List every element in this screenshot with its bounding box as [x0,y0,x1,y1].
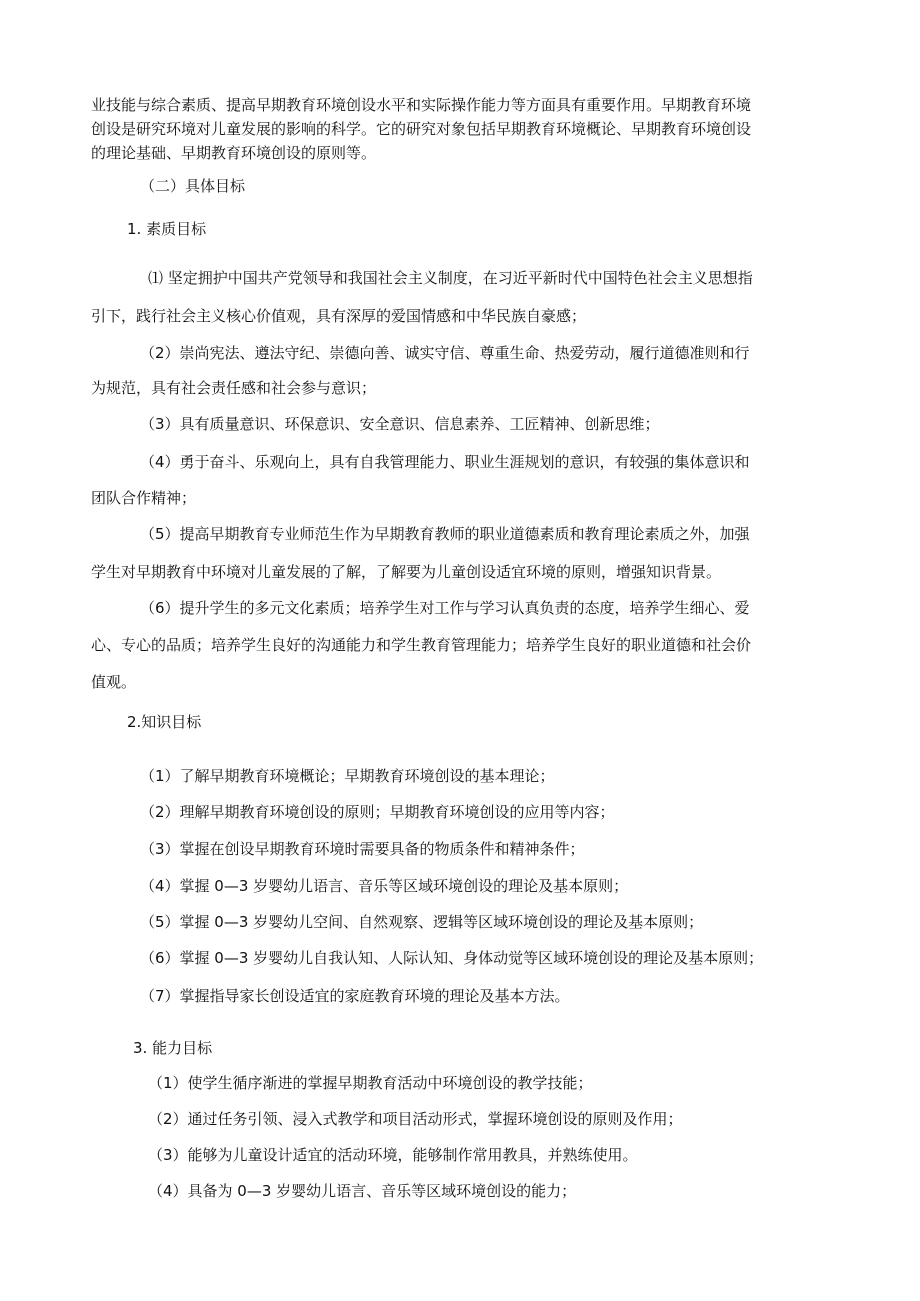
quality-item-6-line-2: 心、专心的品质；培养学生良好的沟通能力和学生教育管理能力；培养学生良好的职业道德和社会价 [91,636,752,654]
heading-specific-goals: （二）具体目标 [140,177,246,195]
knowledge-item-6: （6）掌握 0—3 岁婴幼儿自我认知、人际认知、身体动觉等区域环境创设的理论及基本原则； [140,949,764,967]
heading-quality-goals: 1. 素质目标 [127,220,207,238]
ability-item-3: （3）能够为儿童设计适宜的活动环境，能够制作常用教具，并熟练使用。 [148,1146,638,1164]
intro-line-2: 创设是研究环境对儿童发展的影响的科学。它的研究对象包括早期教育环境概论、早期教育环境创设 [91,120,752,138]
knowledge-item-3: （3）掌握在创设早期教育环境时需要具备的物质条件和精神条件； [140,840,585,858]
quality-item-4-line-2: 团队合作精神； [91,489,197,507]
quality-item-2-line-2: 为规范，具有社会责任感和社会参与意识； [91,379,377,397]
intro-line-1: 业技能与综合素质、提高早期教育环境创设水平和实际操作能力等方面具有重要作用。早期教育环境 [91,96,752,114]
knowledge-item-4: （4）掌握 0—3 岁婴幼儿语言、音乐等区域环境创设的理论及基本原则； [140,877,629,895]
quality-item-5-line-2: 学生对早期教育中环境对儿童发展的了解，了解要为儿童创设适宜环境的原则，增强知识背景。 [91,563,722,581]
heading-knowledge-goals: 2.知识目标 [127,713,202,731]
ability-item-2: （2）通过任务引领、浸入式教学和项目活动形式，掌握环境创设的原则及作用； [148,1110,683,1128]
quality-item-4-line-1: （4）勇于奋斗、乐观向上，具有自我管理能力、职业生涯规划的意识，有较强的集体意识和 [140,453,750,471]
quality-item-3: （3）具有质量意识、环保意识、安全意识、信息素养、工匠精神、创新思维； [140,415,660,433]
knowledge-item-5: （5）掌握 0—3 岁婴幼儿空间、自然观察、逻辑等区域环境创设的理论及基本原则； [140,913,704,931]
knowledge-item-1: （1）了解早期教育环境概论；早期教育环境创设的基本理论； [140,767,555,785]
quality-item-2-line-1: （2）崇尚宪法、遵法守纪、崇德向善、诚实守信、尊重生命、热爱劳动，履行道德准则和行 [140,344,750,362]
quality-item-1-line-2: 引下，践行社会主义核心价值观，具有深厚的爱国情感和中华民族自豪感； [91,307,587,325]
intro-line-3: 的理论基础、早期教育环境创设的原则等。 [91,144,377,162]
quality-item-6-line-1: （6）提升学生的多元文化素质；培养学生对工作与学习认真负责的态度，培养学生细心、爱 [140,599,750,617]
heading-ability-goals: 3. 能力目标 [133,1039,213,1057]
quality-item-1-line-1: ⑴ 坚定拥护中国共产党领导和我国社会主义制度，在习近平新时代中国特色社会主义思想指 [148,269,753,287]
quality-item-6-line-3: 值观。 [91,673,137,691]
ability-item-1: （1）使学生循序渐进的掌握早期教育活动中环境创设的教学技能； [148,1074,593,1092]
knowledge-item-2: （2）理解早期教育环境创设的原则；早期教育环境创设的应用等内容； [140,803,615,821]
ability-item-4: （4）具备为 0—3 岁婴幼儿语言、音乐等区域环境创设的能力； [148,1182,577,1200]
quality-item-5-line-1: （5）提高早期教育专业师范生作为早期教育教师的职业道德素质和教育理论素质之外，加强 [140,525,750,543]
knowledge-item-7: （7）掌握指导家长创设适宜的家庭教育环境的理论及基本方法。 [140,987,570,1005]
